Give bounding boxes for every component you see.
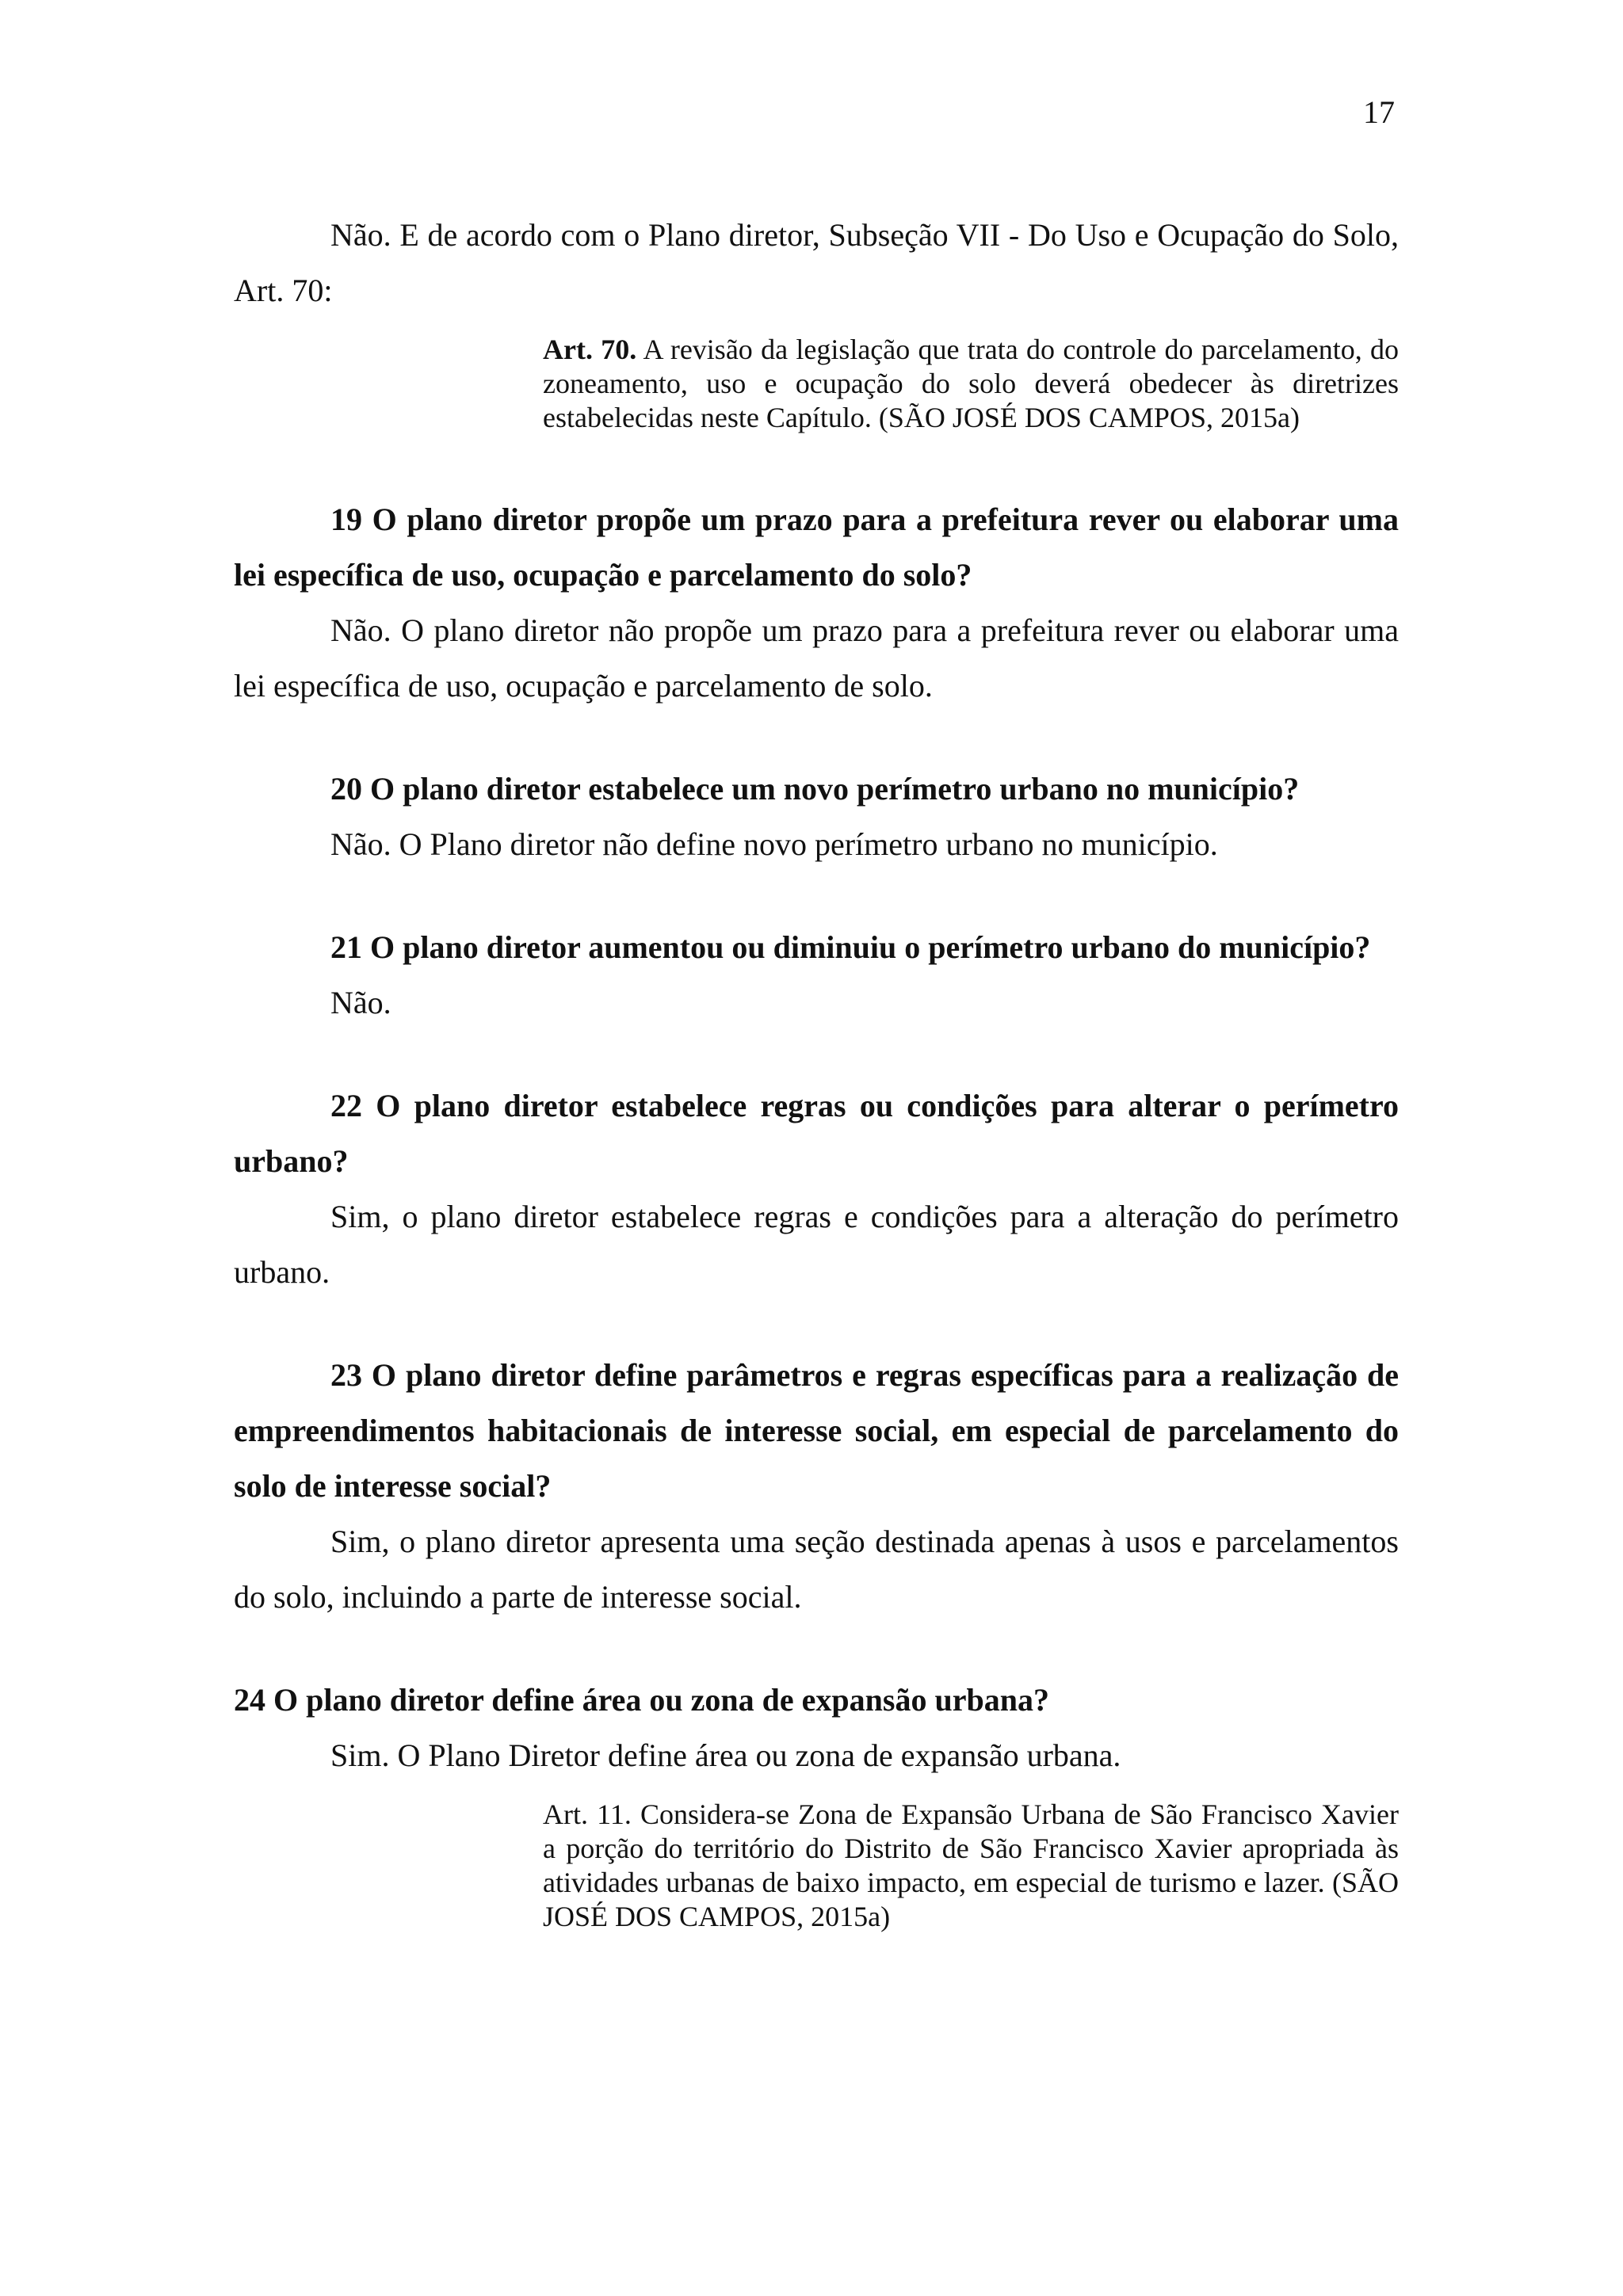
document-body (234, 208, 1399, 1934)
question-20: 20 O plano diretor estabelece um novo perímetro urbano no município? (330, 771, 1300, 807)
question-24: 24 O plano diretor define área ou zona de expansão urbana? (234, 1682, 1049, 1718)
question-23: 23 O plano diretor define parâmetros e regras específicas para a realização de empreendimentos habitacionais de interesse social, em especial de parcelamento do solo de interesse social? (234, 1357, 1399, 1504)
block-quote-art70 (543, 333, 1399, 435)
intro-paragraph: Não. E de acordo com o Plano diretor, Subseção VII - Do Uso e Ocupação do Solo, Art. 70: (234, 217, 1399, 308)
page-number: 17 (1363, 94, 1395, 130)
answer-19: Não. O plano diretor não propõe um prazo para a prefeitura rever ou elaborar uma lei específica de uso, ocupação e parcelamento de solo. (234, 612, 1399, 704)
quote-art70-text: A revisão da legislação que trata do controle do parcelamento, do zoneamento, uso e ocupação do solo deverá obedecer às diretrizes estabelecidas neste Capítulo. (SÃO JOSÉ DOS CAMPOS, 2015a) (543, 334, 1399, 433)
answer-21: Não. (330, 985, 391, 1020)
quote-art70-label: Art. 70. (543, 334, 637, 365)
block-quote-art11: Art. 11. Considera-se Zona de Expansão Urbana de São Francisco Xavier a porção do território do Distrito de São Francisco Xavier apropriada às atividades urbanas de baixo impacto, em especial de turismo e lazer. (SÃO JOSÉ DOS CAMPOS, 2015a) (543, 1798, 1399, 1932)
answer-24: Sim. O Plano Diretor define área ou zona de expansão urbana. (330, 1737, 1121, 1773)
answer-20: Não. O Plano diretor não define novo perímetro urbano no município. (330, 826, 1218, 862)
question-21: 21 O plano diretor aumentou ou diminuiu o perímetro urbano do município? (330, 929, 1371, 965)
answer-23: Sim, o plano diretor apresenta uma seção destinada apenas à usos e parcelamentos do solo, incluindo a parte de interesse social. (234, 1524, 1399, 1615)
answer-22: Sim, o plano diretor estabelece regras e condições para a alteração do perímetro urbano. (234, 1199, 1399, 1290)
question-19: 19 O plano diretor propõe um prazo para a prefeitura rever ou elaborar uma lei específica de uso, ocupação e parcelamento do solo? (234, 502, 1399, 593)
question-22: 22 O plano diretor estabelece regras ou condições para alterar o perímetro urbano? (234, 1088, 1399, 1179)
